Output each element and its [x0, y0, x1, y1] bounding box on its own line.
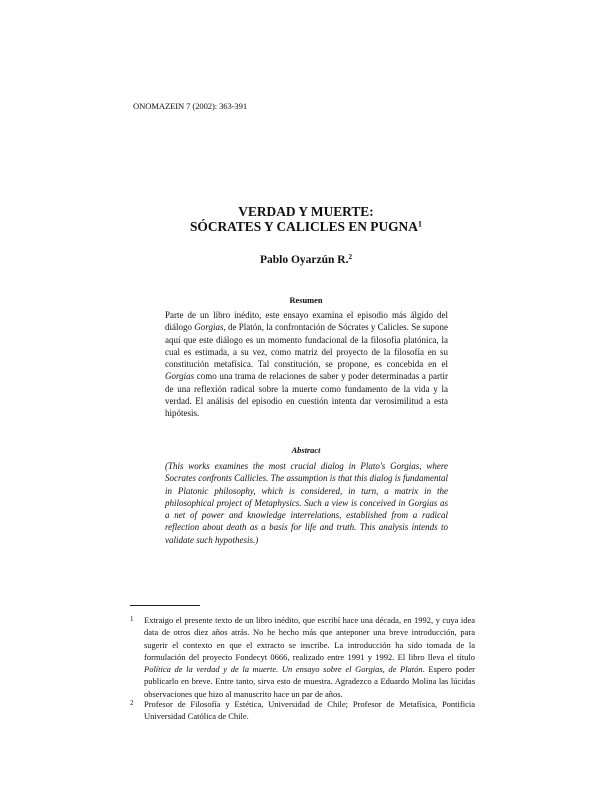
- footnote-number: 2: [130, 699, 134, 707]
- footnote-1: [130, 614, 475, 700]
- footnote-separator: [130, 605, 200, 606]
- footnote-body: [144, 614, 475, 700]
- resumen-heading: Resumen: [289, 296, 323, 305]
- resumen-text: Parte de un libro inédito, este ensayo examina el episodio más álgido del diálogo: [165, 310, 448, 333]
- footnote-italic-title: Política de la verdad y de la muerte. Un ensayo sobre el Gorgias, de Platón: [144, 664, 423, 675]
- resumen-italic-title: Gorgias: [194, 322, 224, 333]
- resumen-paragraph: [165, 309, 448, 420]
- title-text: SÓCRATES Y CALICLES EN PUGNA: [189, 219, 418, 234]
- journal-reference: ONOMAZEIN 7 (2002): 363-391: [133, 101, 248, 111]
- footnote-number: 1: [130, 615, 134, 623]
- author-name: [0, 254, 612, 266]
- footnote-text: . Espero poder publicarlo en breve. Entre tanto, sirva esto de muestra. Agradezco a Eduardo Molina las lúcidas observaciones que hizo al manuscrito hace un par de años.: [144, 664, 475, 699]
- abstract-paragraph: (This works examines the most crucial dialog in Plato's Gorgias, where Socrates confronts Callicles. The assumption is that this dialog is fundamental in Platonic philosophy, which is considered, in turn, a matrix in the philosophical project of Metaphysics. Such a view is conceived in Gorgias as a net of power and knowledge interrelations, established from a radical reflection about death as a basis for life and truth. This analysis intends to validate such hypothesis.): [165, 461, 448, 545]
- footnote-2: [130, 698, 475, 723]
- abstract-heading: Abstract: [291, 446, 321, 455]
- resumen-text: como una trama de relaciones de saber y poder determinadas a partir de una reflexión radical sobre la muerte como fundamento de la vida y la verdad. El análisis del episodio en cuestión intenta dar verosimilitud a esta hipótesis.: [165, 371, 448, 419]
- title-footnote-mark[interactable]: 1: [417, 219, 423, 229]
- resumen-text: , de Platón, la confrontación de Sócrates y Calicles. Se supone aquí que este diálogo es un momento fundacional de la filosofía platónica, la cual es estimada, a su vez, como matriz del proyecto de la filosofía en su constitución metafísica. Tal constitución, se propone, es concebida en el: [165, 322, 448, 370]
- resumen-italic-title: Gorgias: [165, 371, 195, 382]
- author-text: Pablo Oyarzún R.: [259, 254, 349, 266]
- footnote-text: Extraigo el presente texto de un libro inédito, que escribí hace una década, en 1992, y cuya idea data de otros diez años atrás. No he hecho más que anteponer una breve introducción, para sugerir el contexto en que el extracto se inscribe. La introducción ha sido tomada de la formulación del proyecto Fondecyt 0666, realizado entre 1991 y 1992. El libro lleva el título: [144, 615, 475, 662]
- author-footnote-mark[interactable]: 2: [348, 253, 353, 262]
- article-title-line-2: [0, 219, 612, 235]
- footnote-body: Profesor de Filosofía y Estética, Universidad de Chile; Profesor de Metafísica, Pontificia Universidad Católica de Chile.: [144, 699, 475, 722]
- article-title-line-1: VERDAD Y MUERTE:: [238, 204, 374, 219]
